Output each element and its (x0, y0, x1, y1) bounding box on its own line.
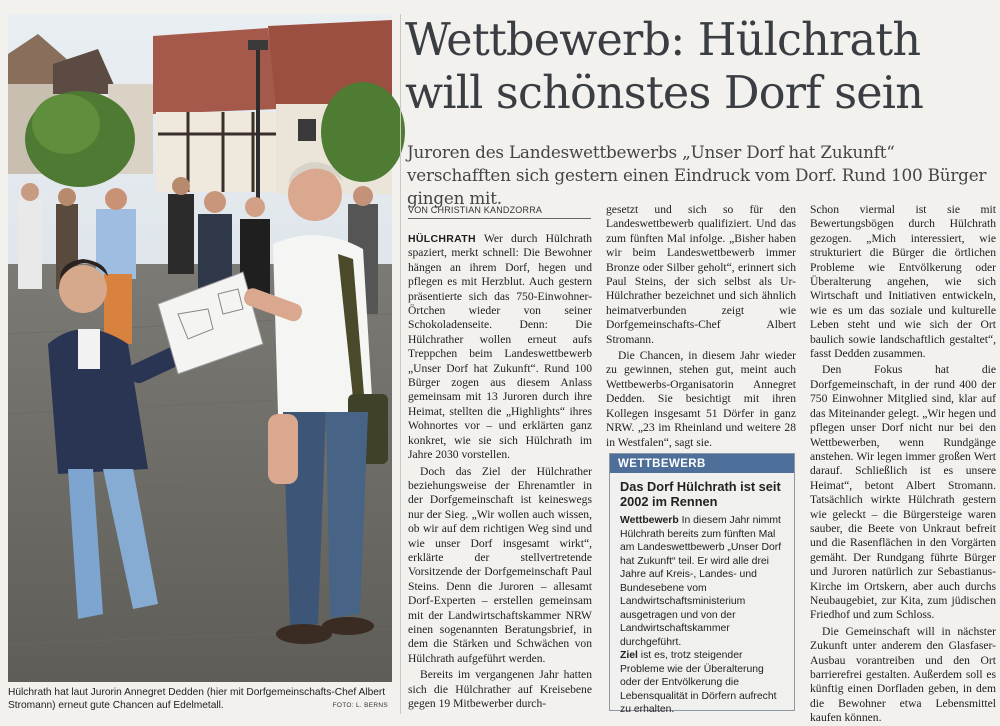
info-box-text: In diesem Jahr nimmt Hülchrath bereits zum fünften Mal am Landeswettbewerb „Unser Dorf hat Zukunft“ teil. Er wird alle drei Jahre auf Kreis-, Landes- und Bundesebene vom Landwirtschaftsministerium ausgetragen und von der Landwirtschaftskammer durchgeführt. (620, 515, 782, 648)
photo-credit: FOTO: L. BERNS (332, 702, 388, 709)
paragraph: gesetzt und sich so für den Landeswettbewerb qualifiziert. Und das zum fünften Mal infolge. „Bisher haben wir beim Landeswettbewerb immer Bronze oder Silber geholt“, erinnert sich Paul Steins, der sich selbst als Ur-Hülchrather bezeichnet und sich ähnlich heimatverbunden zeigt wie Dorfgemeinschafts-Chef Albert Stromann. (606, 203, 796, 346)
paragraph: Die Gemeinschaft will in nächster Zukunft unter anderem den Glasfaser-Ausbau vorantreiben und den Ort barrierefrei gestalten. Außerdem soll es künftig einen Dorfladen geben, in dem die Bewohner etwa Lebensmittel kaufen können. (810, 624, 996, 725)
paragraph-text: Wer durch Hülchrath spaziert, merkt schnell: Die Bewohner hängen an ihrem Dorf, hegen und pflegen es mit Herzblut. Auch gestern präsentierte sich das 750-Einwohner-Örtchen wieder von seiner Schokoladenseite. Denn: Die Hülchrather wollen erneut aufs Treppchen beim Landeswettbewerb „Unser Dorf hat Zukunft“. Rund 100 Bürger zogen aus diesem Anlass gemeinsam mit 13 Juroren durch ihre Heimat, stellten die „Highlights“ ihres Wohnortes vor – und erklärten ganz konkret, wie sie sich Hülchrath im Jahre 2030 vorstellen. (408, 232, 592, 462)
paragraph: Die Chancen, in diesem Jahr wieder zu gewinnen, stehen gut, meint auch Wettbewerbs-Organisatorin Annegret Dedden. Sie besichtigt mit ihren Kollegen insgesamt 51 Dörfer in ganz NRW. „23 im Rheinland und weitere 28 in Westfalen“, sagt sie. (606, 349, 796, 449)
info-box-lead: Wettbewerb (620, 515, 679, 526)
info-box-title: Das Dorf Hülchrath ist seit 2002 im Rennen (620, 479, 781, 509)
info-box (609, 453, 795, 715)
photo-caption-text: Hülchrath hat laut Jurorin Annegret Dedden (hier mit Dorfgemeinschafts-Chef Albert Stromann) erneut gute Chancen auf Edelmetall. (8, 687, 386, 711)
paragraph: Schon viermal ist sie mit Bewertungsbögen durch Hülchrath gezogen. „Mich interessiert, wie strukturiert die Bürger die örtlichen Probleme wie Entvölkerung oder Überalterung angehen, wie sich Wirtschaft und Initiativen entwickeln, wie es um das soziale und kulturelle Leben steht und wie sich der Ort baulich sowie landschaftlich gestaltet“, fasst Dedden zusammen. (810, 203, 996, 361)
article-column-2 (606, 203, 796, 449)
info-box-paragraph (620, 514, 786, 649)
paragraph: Den Fokus hat die Dorfgemeinschaft, in der rund 400 der 750 Einwohner Mitglied sind, klar auf das Miteinander gelegt. „Wir hegen und pflegen unser Dorf nicht nur bei den Wettbewerben, wenn Rundgänge anstehen. Wir legen immer großen Wert darauf. Schließlich ist es unsere Heimat“, betont Albert Stromann. Tatsächlich wirkte Hülchrath gestern wie geleckt – die Bürgersteige waren sauber, die Beete von Unkraut befreit und die Rasenflächen in den Vorgärten gemäht. Der Rundgang führte Bürger und Juroren natürlich zur Sebastianus-Kirche im Ortskern, aber auch durchs Neubaugebiet, zur Kita, zum jüdischen Friedhof und zum Schloss. (810, 363, 996, 622)
photo-illustration (8, 14, 392, 682)
paragraph: Doch das Ziel der Hülchrather beziehungsweise der Ehrenamtler in der Dorfgemeinschaft ist keineswegs nur der Sieg. „Wir wollen auch wissen, ob wir auf dem richtigen Weg sind und wie unser Dorf insgesamt wirkt“, erklärte der stellvertretende Vorsitzende der Dorfgemeinschaft Paul Steins. Denn die Juroren – allesamt Dorf-Experten – erstellen gemeinsam mit der Landwirtschaftskammer NRW einen sogenannten Beratungsbrief, in dem die Stärken und Schwächen von Hülchrath aufgeführt werden. (408, 464, 592, 665)
info-box-body (610, 514, 794, 717)
dateline: HÜLCHRATH (408, 233, 476, 245)
info-box-text: ist es, trotz steigender Probleme wie der Überalterung oder der Entvölkerung die Lebensqualität in Dörfern aufrecht zu erhalten. (620, 650, 777, 715)
info-box-tag: WETTBEWERB (610, 454, 794, 473)
column-divider (400, 14, 401, 714)
photo-caption (8, 686, 396, 712)
article-subhead: Juroren des Landeswettbewerbs „Unser Dorf hat Zukunft“ verschafften sich gestern einen Eindruck vom Dorf. Rund 100 Bürger gingen mit. (407, 142, 987, 208)
article-column-1 (408, 232, 592, 716)
info-box-lead: Ziel (620, 650, 638, 661)
article-photo (8, 14, 392, 682)
article-column-3 (810, 203, 996, 725)
info-box-paragraph (620, 649, 786, 717)
paragraph: Bereits im vergangenen Jahr hatten sich die Hülchrather auf Kreisebene gegen 19 Mitbewerber durch- (408, 668, 592, 710)
article-byline: VON CHRISTIAN KANDZORRA (408, 205, 591, 219)
paragraph (408, 232, 592, 463)
article-headline: Wettbewerb: Hülchrath will schönstes Dorf sein (405, 15, 924, 119)
